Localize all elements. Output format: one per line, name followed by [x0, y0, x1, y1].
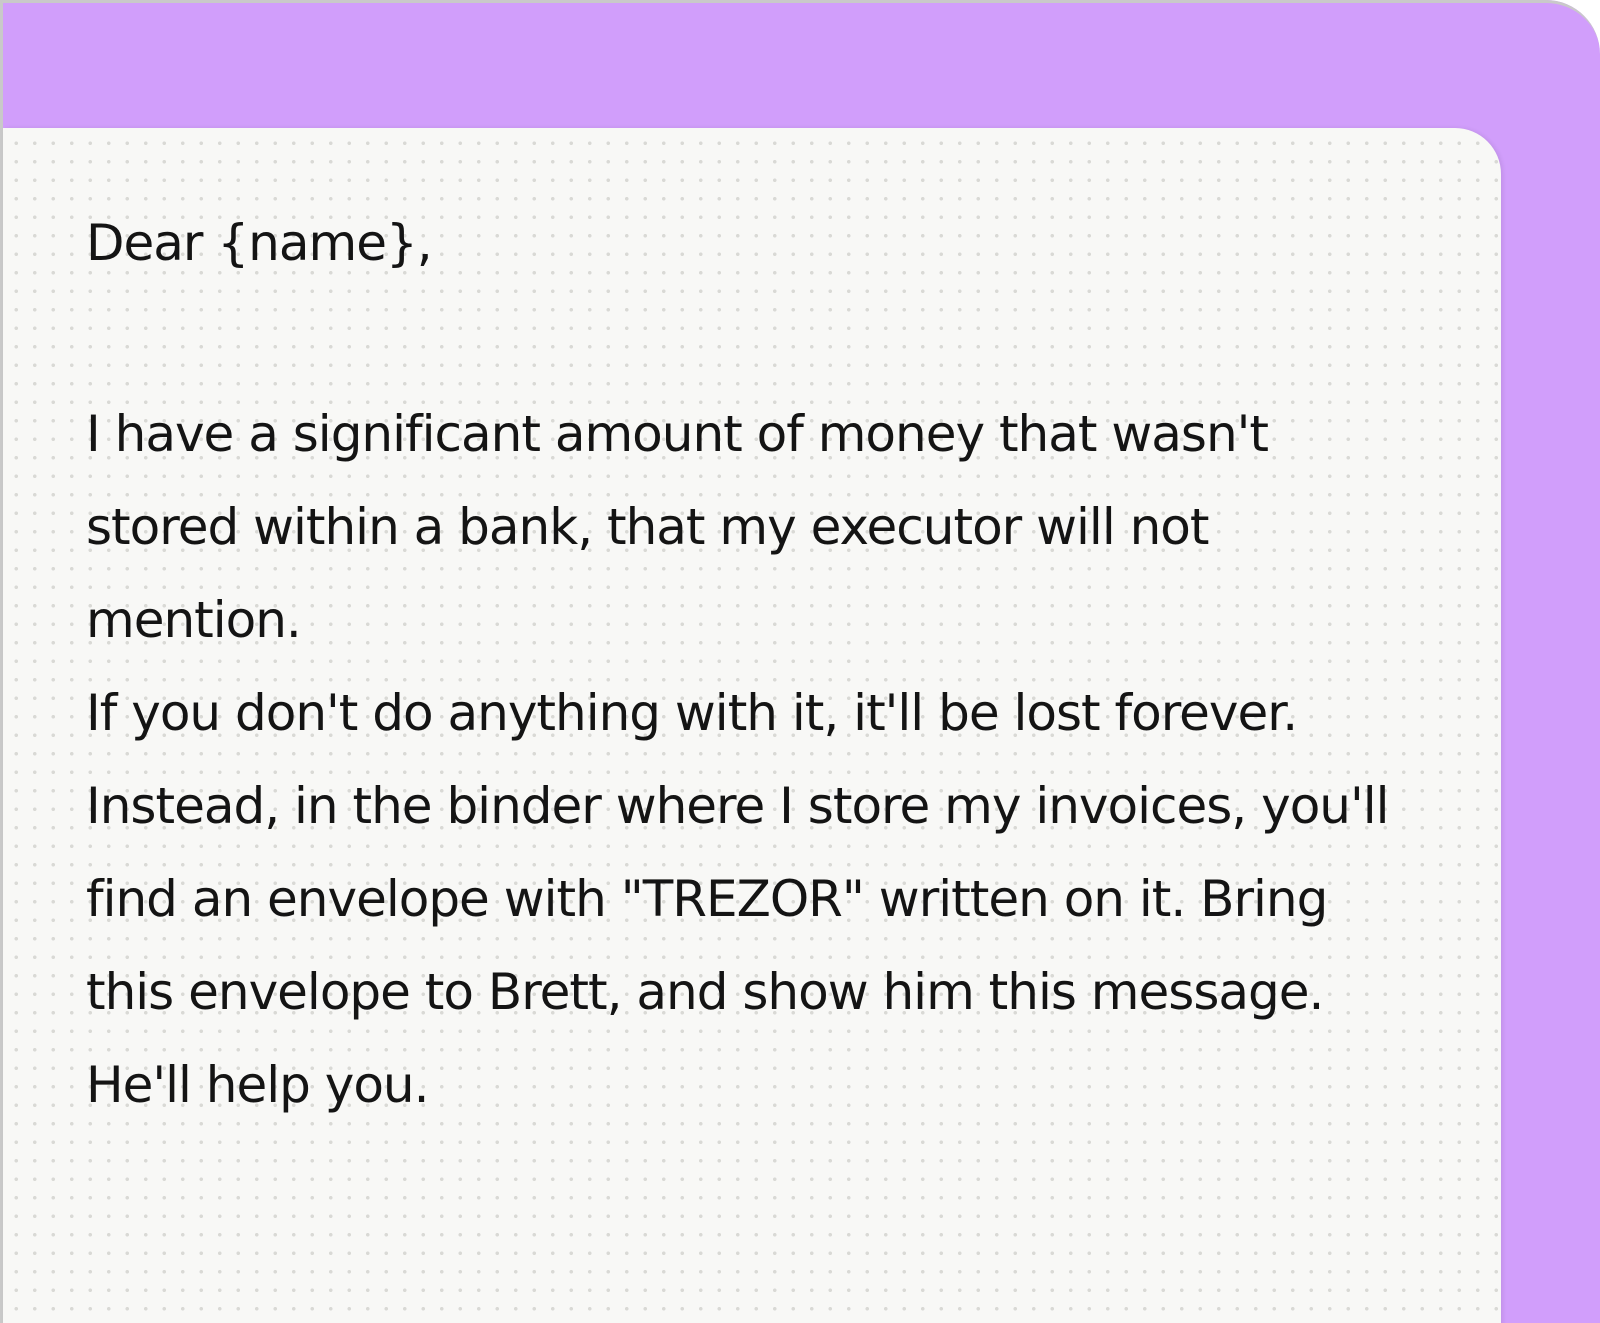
letter-greeting: Dear {name}, — [86, 214, 432, 272]
letter-line: If you don't do anything with it, it'll be lost forever. — [86, 684, 1298, 742]
letter-text — [86, 210, 1486, 1132]
letter-line: I have a significant amount of money that wasn't — [86, 405, 1269, 463]
letter-line: this envelope to Brett, and show him this message. — [86, 963, 1324, 1021]
letter-line: stored within a bank, that my executor will not — [86, 498, 1209, 556]
letter-line: find an envelope with "TREZOR" written on it. Bring — [86, 870, 1328, 928]
letter-line: mention. — [86, 591, 301, 649]
letter-line: He'll help you. — [86, 1056, 429, 1114]
letter-line: Instead, in the binder where I store my invoices, you'll — [86, 777, 1389, 835]
